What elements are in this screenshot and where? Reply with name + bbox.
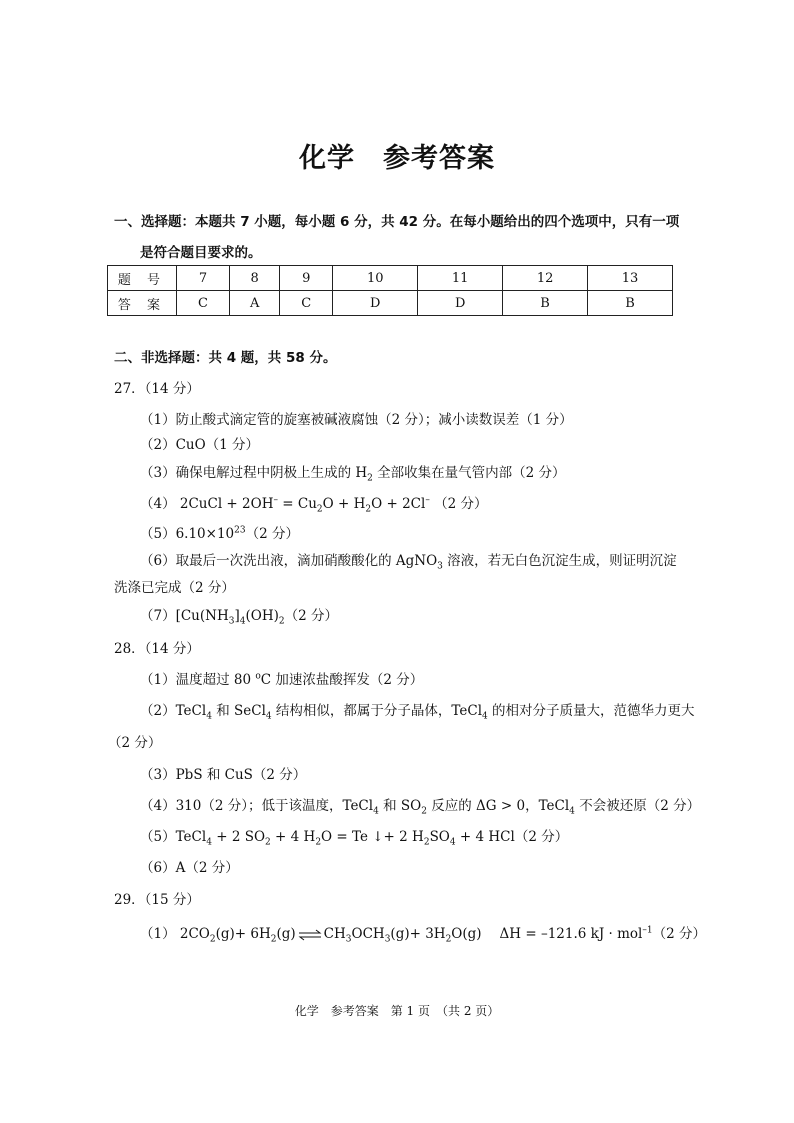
- cell-answer: B: [588, 291, 673, 316]
- section1-line1: 一、选择题：本题共 7 小题，每小题 6 分，共 42 分。在每小题给出的四个选项中，只有一项: [114, 214, 680, 230]
- cell-answer: D: [333, 291, 418, 316]
- section2-heading: 二、非选择题：共 4 题，共 58 分。: [114, 350, 337, 366]
- q27-answer-2: （2）CuO（1 分）: [140, 437, 260, 453]
- q28-heading: 28．（14 分）: [114, 641, 200, 657]
- q27-answer-6-cont: 洗涤已完成（2 分）: [114, 580, 235, 596]
- cell-answer: C: [177, 291, 230, 316]
- q28-answer-1: （1）温度超过 80 $^o$C 加速浓盐酸挥发（2 分）: [140, 671, 424, 688]
- q27-answer-5: $(5)6.10\times 10^{23}(2$ 分）: [140, 525, 299, 542]
- q29-heading: 29．（15 分）: [114, 892, 200, 908]
- equilibrium-arrow-icon: [298, 929, 322, 941]
- q27-answer-4: （4） 2CuCl + $2OH^- = Cu_2O + H_2O + 2Cl^-$ （2 分）: [140, 495, 488, 515]
- cell-number: 13: [588, 266, 673, 291]
- q27-answer-1: （1）防止酸式滴定管的旋塞被碱液腐蚀（2 分）；减小读数误差（1 分）: [140, 412, 573, 428]
- answer-table: [107, 265, 673, 316]
- cell-answer: D: [418, 291, 503, 316]
- q27-answer-7: $(7)[Cu(NH_3]_4(OH)_2(2$ 分）: [140, 608, 338, 627]
- row-label-answer: 答 案: [108, 291, 177, 316]
- q28-answer-6: （6）A（2 分）: [140, 860, 239, 876]
- cell-number: 12: [503, 266, 588, 291]
- cell-number: 7: [177, 266, 230, 291]
- q27-heading: 27．（14 分）: [114, 381, 200, 397]
- page-title: [0, 136, 794, 175]
- section1-line2: 是符合题目要求的。: [140, 245, 262, 261]
- q29-answer-1: （1） $2CO_2(g)+ 6H_2(g)$ $CH_3OCH_3(g)+ 3H_2O(g) \Delta H = -121.6$ kJ · mol$^{-1}$（2 分）: [140, 925, 706, 945]
- cell-number: 8: [230, 266, 280, 291]
- cell-answer: A: [230, 291, 280, 316]
- cell-number: 11: [418, 266, 503, 291]
- q28-answer-3: （3）PbS 和 CuS（2 分）: [140, 767, 307, 783]
- q27-answer-3: （3）确保电解过程中阴极上生成的 $H_2$ 全部收集在量气管内部（2 分）: [140, 465, 566, 484]
- q27-answer-6: （6）取最后一次洗出液，滴加硝酸酸化的 AgNO$_3$ 溶液，若无白色沉淀生成，则证明沉淀: [140, 553, 677, 572]
- q28-answer-2-cont: （2 分）: [108, 735, 162, 751]
- cell-number: 9: [280, 266, 333, 291]
- cell-answer: B: [503, 291, 588, 316]
- title-label: 参考答案: [383, 143, 495, 174]
- q28-answer-4: （4）310（2 分）；低于该温度，TeCl$_4$ 和 $SO_2$ 反应的 ΔG > 0，TeCl$_4$ 不会被还原（2 分）: [140, 798, 701, 817]
- cell-number: 10: [333, 266, 418, 291]
- table-row-answers: [108, 291, 673, 316]
- page-footer: 化学 参考答案 第 1 页 （共 2 页）: [294, 1004, 500, 1018]
- title-subject: 化学: [299, 143, 355, 174]
- q28-answer-5: （5）TeCl$_4$ + 2 $SO_2 + 4$ $H_2O = Te$ ↓+ 2 $H_2SO_4 + 4$ HCl（2 分）: [140, 829, 569, 848]
- row-label-number: 题 号: [108, 266, 177, 291]
- cell-answer: C: [280, 291, 333, 316]
- q28-answer-2: （2）TeCl$_4$ 和 SeCl$_4$ 结构相似，都属于分子晶体，TeCl$_4$ 的相对分子质量大，范德华力更大: [140, 703, 695, 722]
- table-row-numbers: [108, 266, 673, 291]
